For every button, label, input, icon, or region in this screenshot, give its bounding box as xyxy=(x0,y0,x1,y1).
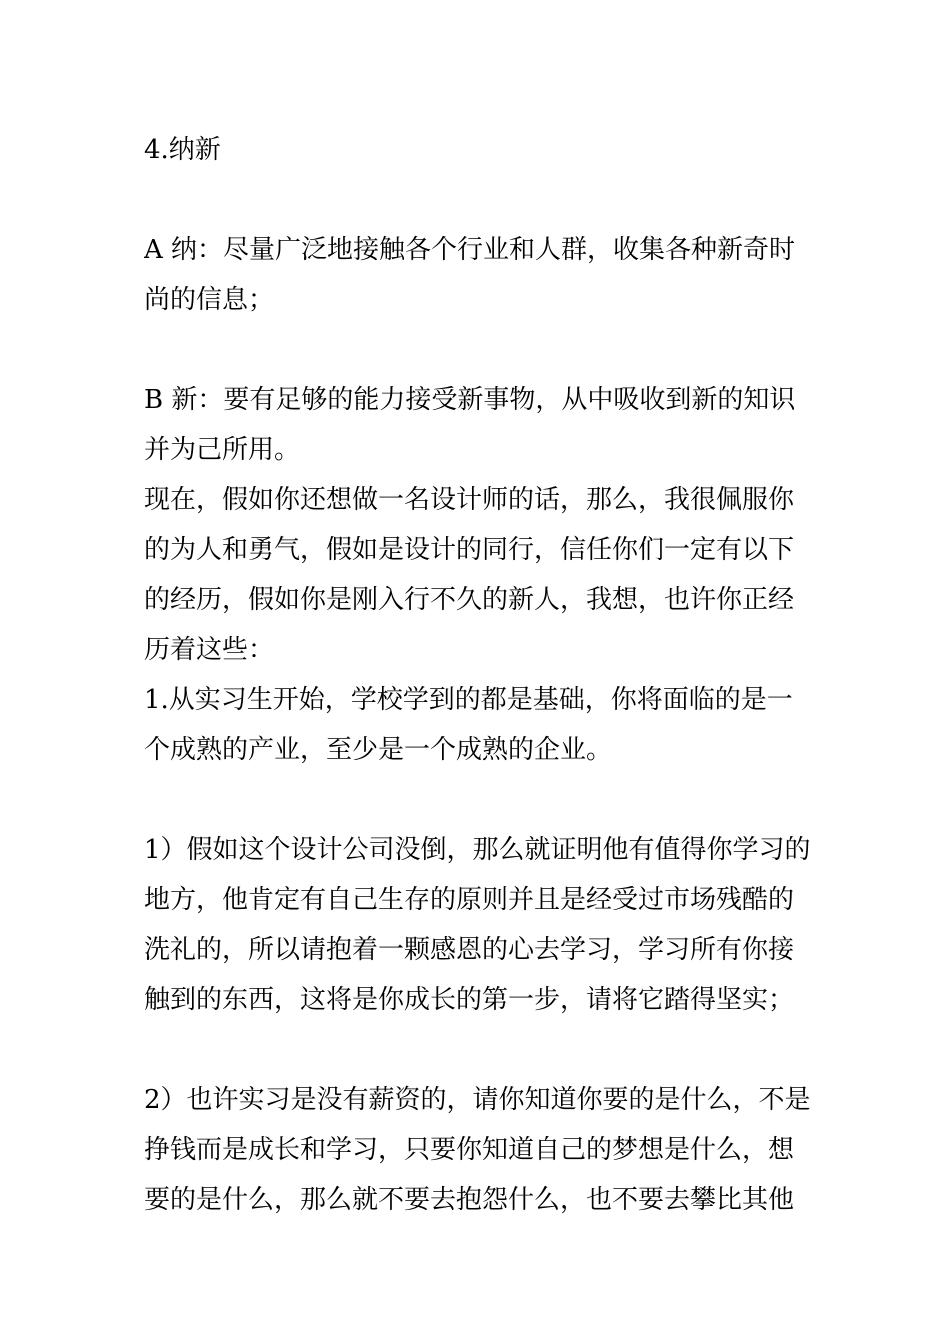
paragraph-now-line-2: 的为人和勇气，假如是设计的同行，信任你们一定有以下 xyxy=(144,535,795,565)
sub-1-line-3: 洗礼的，所以请抱着一颗感恩的心去学习，学习所有你接 xyxy=(144,935,795,965)
paragraph-now-line-4: 历着这些： xyxy=(144,635,275,665)
sub-1-line-4: 触到的东西，这将是你成长的第一步，请将它踏得坚实； xyxy=(144,985,795,1015)
sub-2-line-3: 要的是什么，那么就不要去抱怨什么，也不要去攀比其他 xyxy=(144,1185,795,1215)
item-1-line-2: 个成熟的产业，至少是一个成熟的企业。 xyxy=(144,735,613,765)
sub-1-line-2: 地方，他肯定有自己生存的原则并且是经受过市场残酷的 xyxy=(144,885,795,915)
paragraph-b-line-2: 并为己所用。 xyxy=(144,435,301,465)
paragraph-now-line-1: 现在，假如你还想做一名设计师的话，那么，我很佩服你 xyxy=(144,485,795,515)
sub-2-line-1: 2）也许实习是没有薪资的，请你知道你要的是什么，不是 xyxy=(144,1085,811,1115)
item-1-line-1: 1.从实习生开始，学校学到的都是基础，你将面临的是一 xyxy=(144,685,793,715)
section-heading: 4.纳新 xyxy=(144,135,221,165)
paragraph-b-line-1: B 新：要有足够的能力接受新事物，从中吸收到新的知识 xyxy=(144,385,796,415)
paragraph-a-line-1: A 纳：尽量广泛地接触各个行业和人群，收集各种新奇时 xyxy=(144,235,796,265)
paragraph-now-line-3: 的经历，假如你是刚入行不久的新人，我想，也许你正经 xyxy=(144,585,795,615)
paragraph-a-line-2: 尚的信息； xyxy=(144,285,275,315)
sub-1-line-1: 1）假如这个设计公司没倒，那么就证明他有值得你学习的 xyxy=(144,835,811,865)
sub-2-line-2: 挣钱而是成长和学习，只要你知道自己的梦想是什么，想 xyxy=(144,1135,795,1165)
